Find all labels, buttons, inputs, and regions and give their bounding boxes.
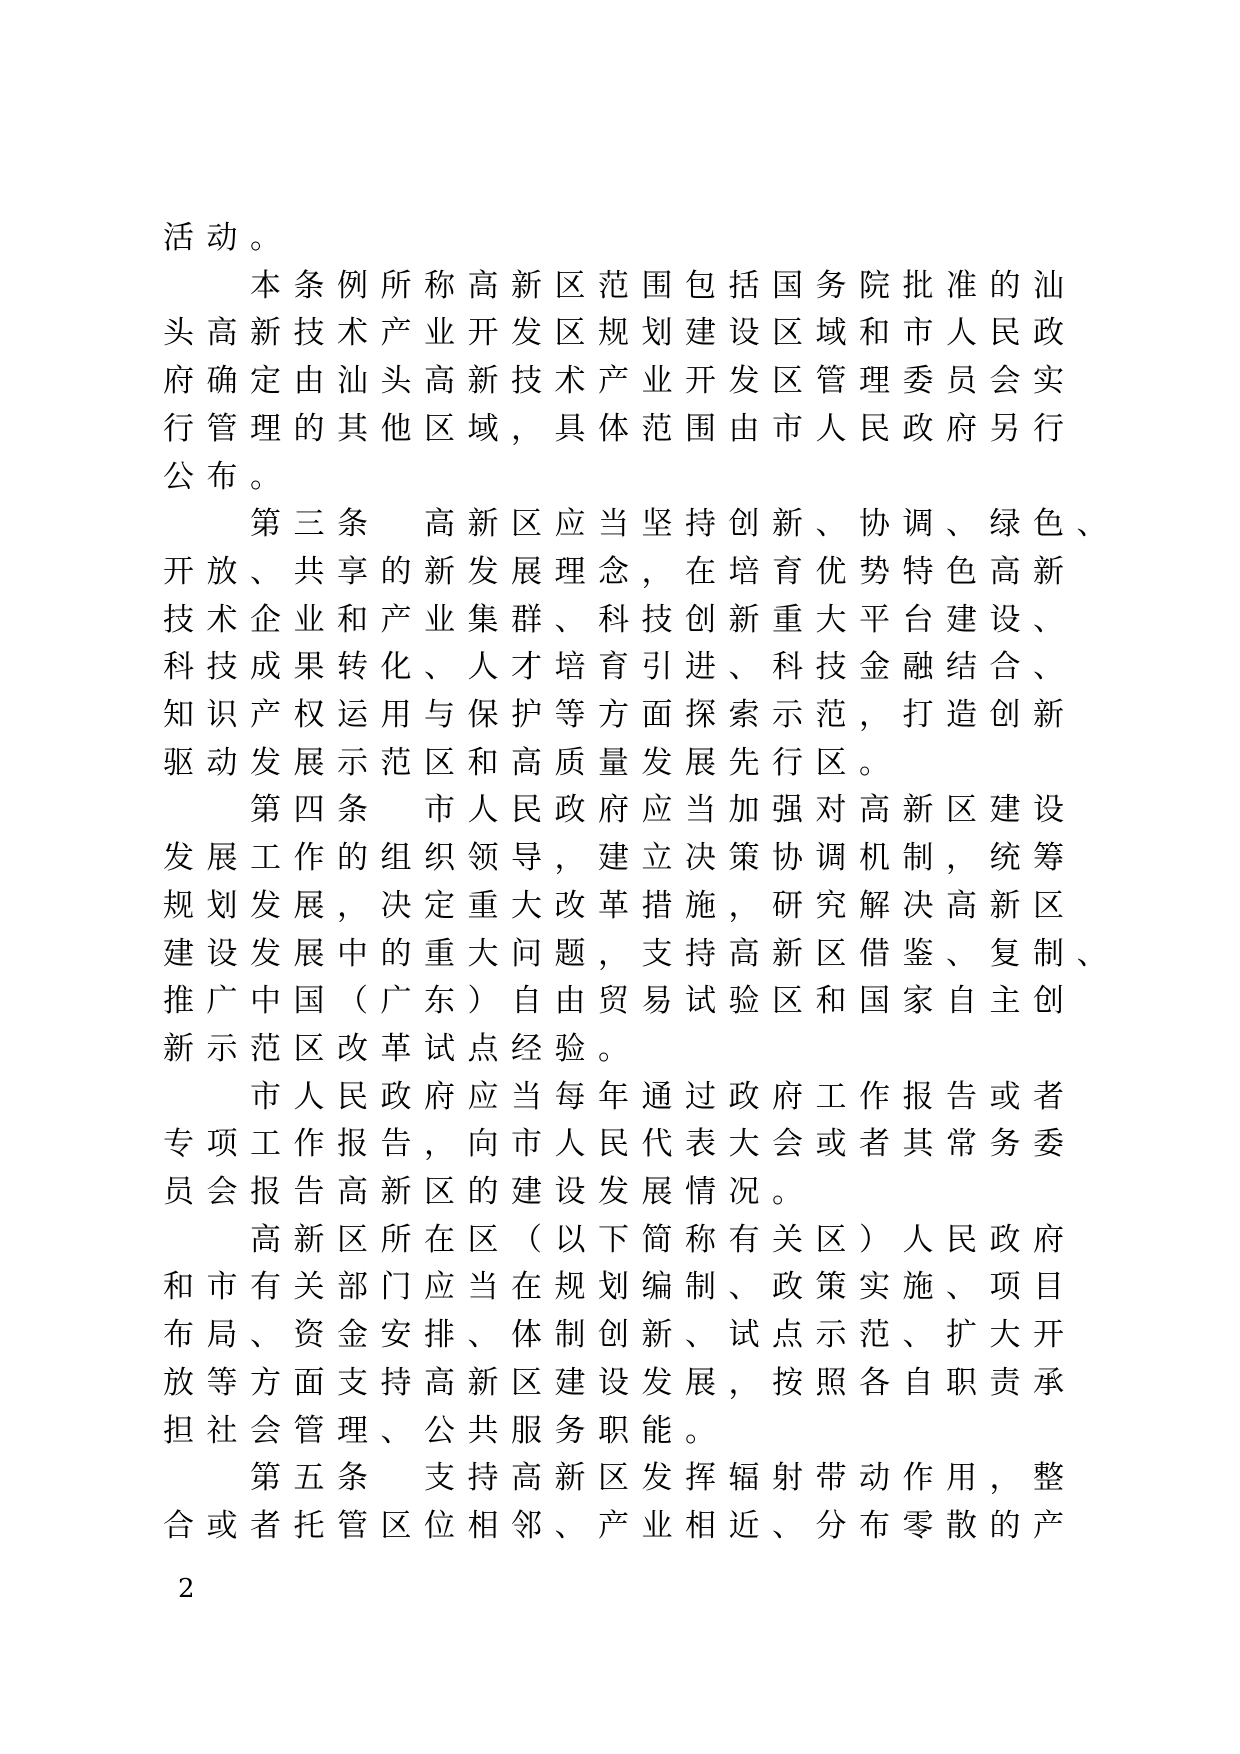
text-line: 新示范区改革试点经验。 [163, 1030, 642, 1067]
text-line: 规划发展，决定重大改革措施，研究解决高新区 [163, 887, 1077, 924]
text-line: 高新区所在区（以下简称有关区）人民政府 [250, 1221, 1077, 1258]
text-line: 员会报告高新区的建设发展情况。 [163, 1174, 816, 1210]
text-line: 活动。 [163, 220, 294, 256]
text-line: 头高新技术产业开发区规划建设区域和市人民政 [163, 315, 1077, 352]
text-line: 技术企业和产业集群、科技创新重大平台建设、 [163, 601, 1077, 638]
text-line: 放等方面支持高新区建设发展，按照各自职责承 [163, 1364, 1077, 1401]
text-line: 和市有关部门应当在规划编制、政策实施、项目 [163, 1269, 1077, 1306]
text-line: 开放、共享的新发展理念，在培育优势特色高新 [163, 553, 1077, 590]
text-line: 担社会管理、公共服务职能。 [163, 1412, 729, 1449]
page-number: 2 [178, 1574, 195, 1604]
text-line: 驱动发展示范区和高质量发展先行区。 [163, 744, 903, 781]
text-line: 第四条 市人民政府应当加强对高新区建设 [250, 792, 1077, 829]
text-line: 建设发展中的重大问题，支持高新区借鉴、复制、 [163, 935, 1120, 972]
text-line: 知识产权运用与保护等方面探索示范，打造创新 [163, 697, 1077, 733]
text-line: 科技成果转化、人才培育引进、科技金融结合、 [163, 649, 1077, 686]
text-line: 府确定由汕头高新技术产业开发区管理委员会实 [163, 363, 1077, 400]
text-line: 发展工作的组织领导，建立决策协调机制，统筹 [163, 840, 1077, 877]
text-line: 专项工作报告，向市人民代表大会或者其常务委 [163, 1126, 1077, 1163]
text-line: 市人民政府应当每年通过政府工作报告或者 [250, 1078, 1077, 1115]
text-line: 合或者托管区位相邻、产业相近、分布零散的产 [163, 1507, 1077, 1544]
text-line: 布局、资金安排、体制创新、试点示范、扩大开 [163, 1317, 1077, 1354]
text-line: 公布。 [163, 458, 294, 495]
text-line: 第五条 支持高新区发挥辐射带动作用，整 [250, 1460, 1077, 1497]
text-line: 推广中国（广东）自由贸易试验区和国家自主创 [163, 983, 1077, 1020]
text-line: 行管理的其他区域，具体范围由市人民政府另行 [163, 410, 1077, 447]
text-line: 本条例所称高新区范围包括国务院批准的汕 [250, 267, 1077, 304]
text-line: 第三条 高新区应当坚持创新、协调、绿色、 [250, 506, 1120, 543]
